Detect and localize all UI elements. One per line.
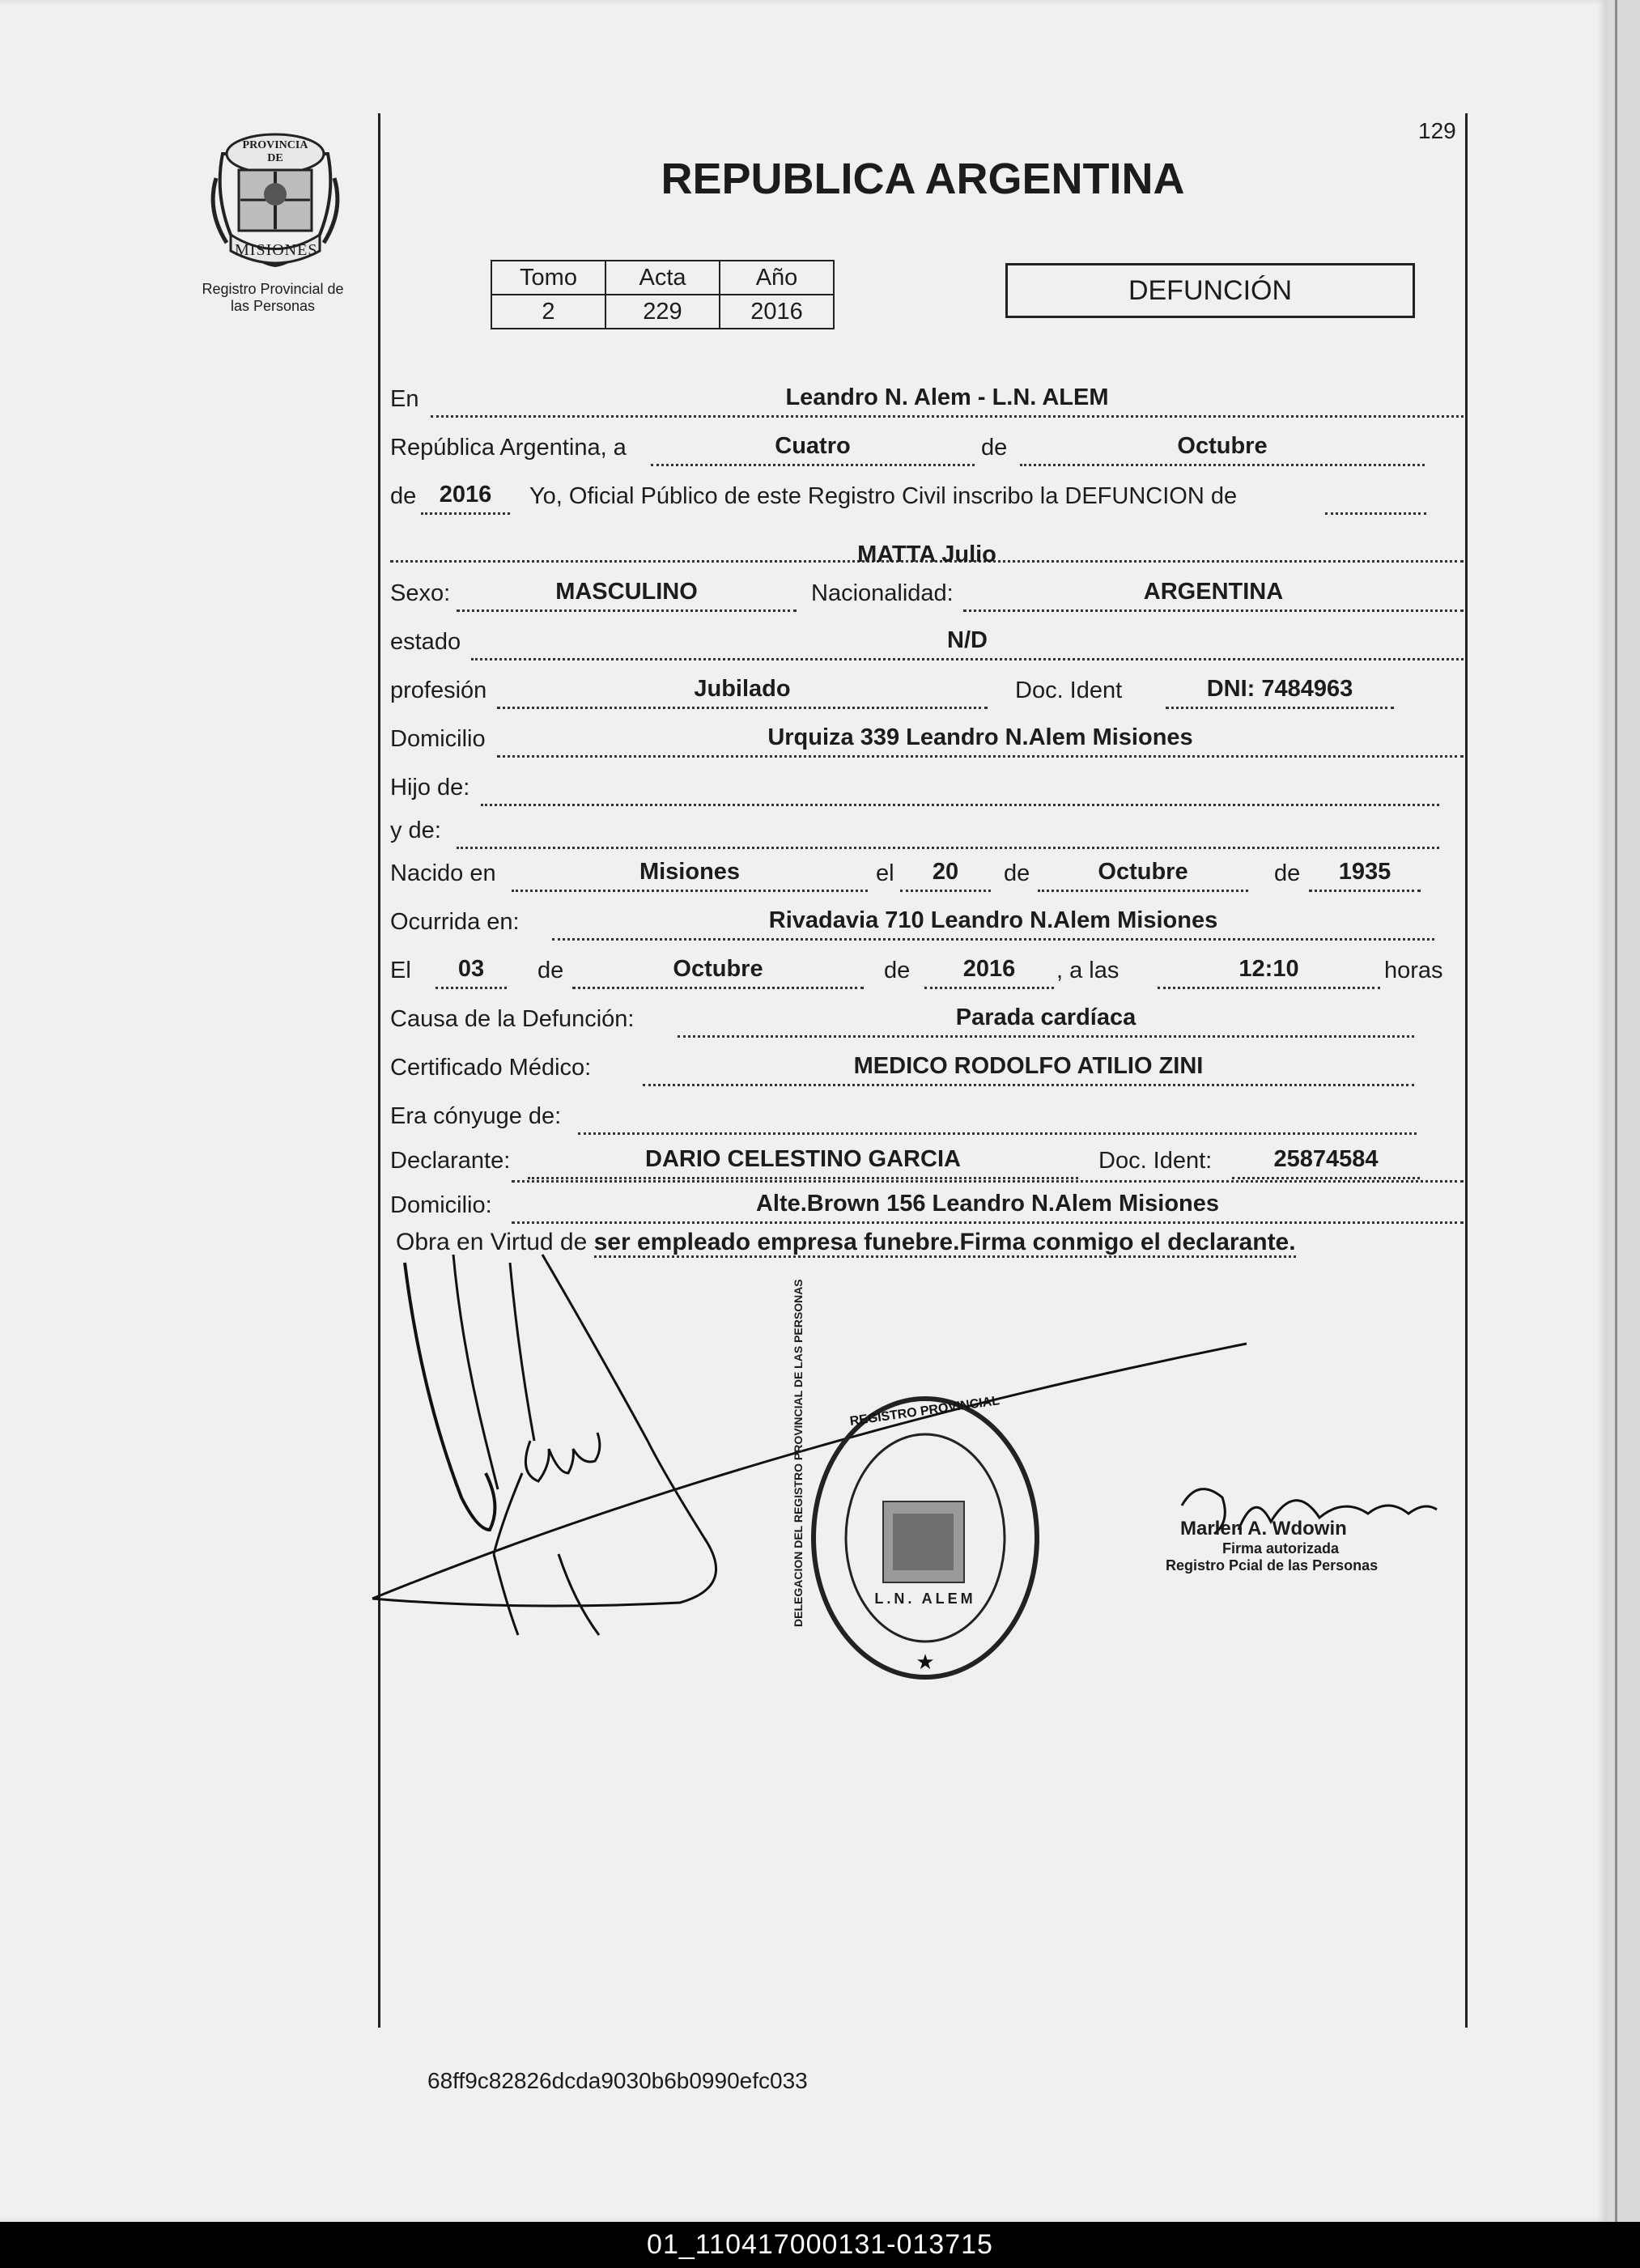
row-yde [390,805,1464,849]
emblem-text-top: PROVINCIA DE [242,139,308,164]
dotted-line [457,814,1439,849]
signatory-office: Registro Pcial de las Personas [1166,1557,1379,1574]
value-nacionalidad: ARGENTINA [1143,579,1284,605]
label-de: de [981,435,1008,461]
footer-id: 01_110417000131-013715 [0,2222,1640,2268]
label-el: el [876,860,894,886]
provincial-emblem [206,121,344,267]
value-anio: 2016 [439,482,492,508]
label-obra: Obra en Virtud de [396,1229,588,1255]
row-estado [390,617,1464,660]
value-causa: Parada cardíaca [955,1004,1137,1030]
value-acta: 229 [605,295,720,329]
value-sexo: MASCULINO [555,579,698,605]
authorized-signature-block [1166,1473,1433,1574]
label-decl-doc: Doc. Ident: [1098,1148,1213,1174]
stamp-center-text: L.N. ALEM [874,1591,976,1607]
value-decl-domicilio: Alte.Brown 156 Leandro N.Alem Misiones [755,1191,1220,1217]
value-nacido: Misiones [639,859,741,885]
page-edge [1607,0,1640,2222]
right-margin-line [1465,113,1468,2028]
row-decl-domicilio [390,1180,1464,1224]
value-tomo: 2 [491,295,605,329]
value-decl-doc: 25874584 [1273,1146,1379,1172]
row-nombre [390,520,1464,567]
value-certificado: MEDICO RODOLFO ATILIO ZINI [853,1053,1204,1079]
row-fecha-defuncion [390,945,1464,989]
label-profesion: profesión [390,677,487,703]
value-anio: 2016 [720,295,834,329]
label-en: En [390,386,419,412]
row-certificado [390,1043,1464,1086]
value-def-hora: 12:10 [1238,956,1299,982]
label-republica: República Argentina, a [390,435,627,461]
label-nacido: Nacido en [390,860,496,886]
label-domicilio: Domicilio [390,726,486,752]
value-en: Leandro N. Alem - L.N. ALEM [785,384,1109,410]
label-certificado: Certificado Médico: [390,1055,592,1081]
label-estado: estado [390,629,461,655]
value-obra: ser empleado empresa funebre.Firma conmigo el declarante. [594,1229,1296,1258]
label-nacionalidad: Nacionalidad: [811,580,954,606]
label-horas: horas [1384,958,1443,983]
label-declarante: Declarante: [390,1148,511,1174]
label-hijo: Hijo de: [390,775,470,801]
registry-caption-line1: Registro Provincial de [202,281,344,297]
signatory-title: Firma autorizada [1222,1540,1340,1557]
label-ocurrida: Ocurrida en: [390,909,520,935]
value-def-mes: Octubre [673,956,763,982]
label-el: El [390,958,411,983]
value-doc-ident: DNI: 7484963 [1206,676,1353,702]
header-tomo: Tomo [491,261,605,295]
document-type-box: DEFUNCIÓN [1005,263,1415,318]
value-domicilio: Urquiza 339 Leandro N.Alem Misiones [767,724,1193,750]
row-profesion [390,665,1464,709]
value-def-dia: 03 [457,956,485,982]
label-sexo: Sexo: [390,580,451,606]
row-nacido [390,848,1464,892]
header-acta: Acta [605,261,720,295]
label-decl-domicilio: Domicilio: [390,1192,492,1218]
svg-text:REGISTRO PROVINCIAL: REGISTRO PROVINCIAL [848,1394,1001,1429]
dotted-line [1325,480,1426,515]
value-nac-anio: 1935 [1338,859,1391,885]
label-yde: y de: [390,818,441,843]
row-causa [390,994,1464,1038]
stamp-ring-text: DELEGACION DEL REGISTRO PROVINCIAL DE LAS PERSONAS [792,1279,805,1627]
label-de: de [1274,860,1301,886]
row-declarante [390,1136,1464,1179]
svg-text:★: ★ [916,1650,935,1675]
row-hijo [390,762,1464,806]
row-yo [390,471,1464,515]
dotted-line [578,1100,1417,1135]
label-de: de [1004,860,1030,886]
row-conyuge [390,1091,1464,1135]
signatory-name: Marlen A. Wdowin [1180,1518,1347,1540]
label-de: de [390,483,417,509]
value-profesion: Jubilado [694,676,791,702]
header-anio: Año [720,261,834,295]
label-conyuge: Era cónyuge de: [390,1103,562,1129]
label-doc-ident: Doc. Ident [1015,677,1123,703]
record-table [491,260,835,329]
page-number: 129 [1418,118,1456,143]
value-declarante: DARIO CELESTINO GARCIA [645,1146,961,1172]
row-sexo [390,568,1464,612]
emblem-text-bottom: MISIONES [235,241,318,259]
left-margin-line [378,113,380,2028]
label-a-las: , a las [1056,958,1120,983]
record-table-value-row [491,295,834,329]
row-en [390,374,1464,418]
row-ocurrida [390,897,1464,941]
value-nac-dia: 20 [932,859,959,885]
label-de: de [884,958,911,983]
label-yo: Yo, Oficial Público de este Registro Civil inscribo la DEFUNCION de [529,483,1238,509]
value-nombre: MATTA Julio [857,542,996,567]
value-dia: Cuatro [775,433,851,459]
page-title: REPUBLICA ARGENTINA [661,155,1185,203]
row-domicilio [390,714,1464,758]
value-mes: Octubre [1177,433,1268,459]
registry-caption [180,281,366,315]
registry-caption-line2: las Personas [230,298,316,314]
label-causa: Causa de la Defunción: [390,1006,635,1032]
official-stamp [792,1279,1043,1684]
dotted-line [481,771,1439,806]
value-estado: N/D [947,627,988,653]
value-def-anio: 2016 [962,956,1016,982]
label-de: de [537,958,564,983]
value-nac-mes: Octubre [1098,859,1188,885]
document-hash: 68ff9c82826dcda9030b6b0990efc033 [427,2068,808,2093]
value-ocurrida: Rivadavia 710 Leandro N.Alem Misiones [768,907,1218,933]
record-table-header-row [491,261,834,295]
row-fecha [390,423,1464,466]
